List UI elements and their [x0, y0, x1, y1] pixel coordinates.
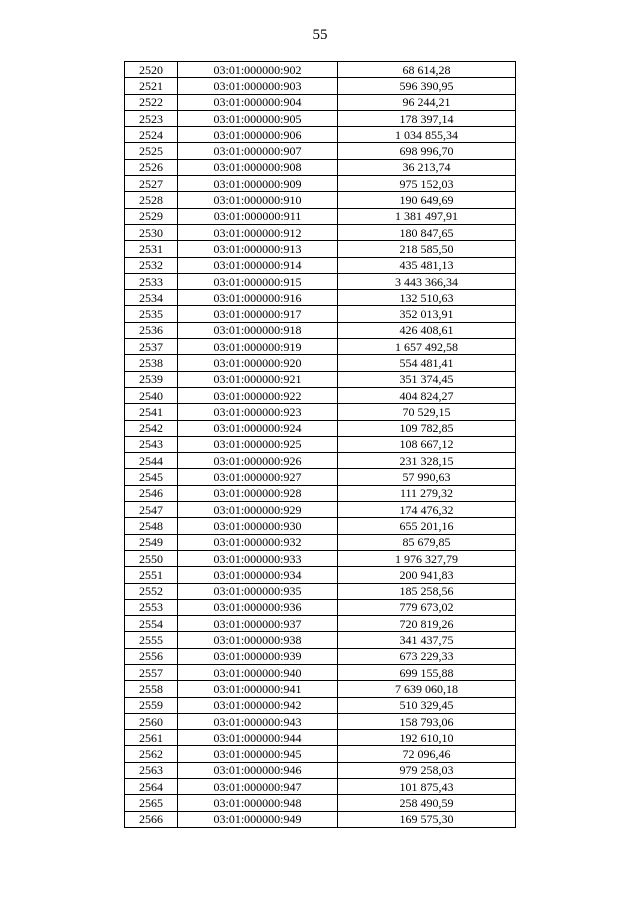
table-row [125, 192, 516, 208]
table-row [125, 697, 516, 713]
cadastral-number-cell: 03:01:000000:917 [178, 306, 338, 322]
row-number-cell: 2526 [125, 159, 178, 175]
table-row [125, 208, 516, 224]
table-row [125, 94, 516, 110]
row-number-cell: 2546 [125, 485, 178, 501]
cadastral-number-cell: 03:01:000000:905 [178, 110, 338, 126]
cadastral-value-table [124, 61, 516, 828]
table-row [125, 306, 516, 322]
cadastral-number-cell: 03:01:000000:927 [178, 469, 338, 485]
row-number-cell: 2527 [125, 176, 178, 192]
table-row [125, 176, 516, 192]
table-row [125, 518, 516, 534]
cadastral-number-cell: 03:01:000000:928 [178, 485, 338, 501]
cadastral-number-cell: 03:01:000000:938 [178, 632, 338, 648]
cadastral-number-cell: 03:01:000000:924 [178, 420, 338, 436]
cadastral-value-cell: 180 847,65 [338, 224, 516, 240]
table-row [125, 453, 516, 469]
cadastral-number-cell: 03:01:000000:933 [178, 550, 338, 566]
row-number-cell: 2549 [125, 534, 178, 550]
table-row [125, 127, 516, 143]
table-row [125, 110, 516, 126]
table-row [125, 746, 516, 762]
table-body [125, 62, 516, 828]
table-row [125, 143, 516, 159]
cadastral-value-cell: 258 490,59 [338, 795, 516, 811]
row-number-cell: 2535 [125, 306, 178, 322]
cadastral-number-cell: 03:01:000000:940 [178, 664, 338, 680]
cadastral-number-cell: 03:01:000000:909 [178, 176, 338, 192]
cadastral-value-cell: 101 875,43 [338, 779, 516, 795]
table-row [125, 811, 516, 827]
table-row [125, 241, 516, 257]
row-number-cell: 2528 [125, 192, 178, 208]
row-number-cell: 2559 [125, 697, 178, 713]
cadastral-value-cell: 1 976 327,79 [338, 550, 516, 566]
cadastral-number-cell: 03:01:000000:912 [178, 224, 338, 240]
cadastral-value-cell: 404 824,27 [338, 387, 516, 403]
table-row [125, 616, 516, 632]
row-number-cell: 2525 [125, 143, 178, 159]
cadastral-number-cell: 03:01:000000:948 [178, 795, 338, 811]
table-row [125, 355, 516, 371]
cadastral-value-cell: 169 575,30 [338, 811, 516, 827]
cadastral-number-cell: 03:01:000000:920 [178, 355, 338, 371]
row-number-cell: 2540 [125, 387, 178, 403]
cadastral-number-cell: 03:01:000000:915 [178, 273, 338, 289]
row-number-cell: 2543 [125, 436, 178, 452]
cadastral-number-cell: 03:01:000000:904 [178, 94, 338, 110]
cadastral-number-cell: 03:01:000000:914 [178, 257, 338, 273]
cadastral-value-cell: 1 381 497,91 [338, 208, 516, 224]
table-row [125, 502, 516, 518]
row-number-cell: 2551 [125, 567, 178, 583]
table-row [125, 339, 516, 355]
cadastral-value-cell: 96 244,21 [338, 94, 516, 110]
cadastral-value-cell: 341 437,75 [338, 632, 516, 648]
row-number-cell: 2533 [125, 273, 178, 289]
table-row [125, 469, 516, 485]
row-number-cell: 2547 [125, 502, 178, 518]
cadastral-number-cell: 03:01:000000:913 [178, 241, 338, 257]
row-number-cell: 2544 [125, 453, 178, 469]
row-number-cell: 2562 [125, 746, 178, 762]
cadastral-number-cell: 03:01:000000:925 [178, 436, 338, 452]
cadastral-value-cell: 979 258,03 [338, 762, 516, 778]
cadastral-number-cell: 03:01:000000:930 [178, 518, 338, 534]
cadastral-value-cell: 699 155,88 [338, 664, 516, 680]
cadastral-number-cell: 03:01:000000:949 [178, 811, 338, 827]
cadastral-value-cell: 673 229,33 [338, 648, 516, 664]
cadastral-value-cell: 174 476,32 [338, 502, 516, 518]
row-number-cell: 2529 [125, 208, 178, 224]
cadastral-value-cell: 231 328,15 [338, 453, 516, 469]
table-row [125, 648, 516, 664]
row-number-cell: 2566 [125, 811, 178, 827]
table-row [125, 290, 516, 306]
cadastral-number-cell: 03:01:000000:943 [178, 713, 338, 729]
row-number-cell: 2538 [125, 355, 178, 371]
row-number-cell: 2541 [125, 404, 178, 420]
row-number-cell: 2560 [125, 713, 178, 729]
cadastral-value-cell: 720 819,26 [338, 616, 516, 632]
table-row [125, 583, 516, 599]
row-number-cell: 2521 [125, 78, 178, 94]
cadastral-number-cell: 03:01:000000:910 [178, 192, 338, 208]
table-row [125, 730, 516, 746]
table-row [125, 713, 516, 729]
cadastral-number-cell: 03:01:000000:911 [178, 208, 338, 224]
table-row [125, 404, 516, 420]
cadastral-value-cell: 85 679,85 [338, 534, 516, 550]
cadastral-value-cell: 68 614,28 [338, 62, 516, 78]
row-number-cell: 2520 [125, 62, 178, 78]
cadastral-value-cell: 1 034 855,34 [338, 127, 516, 143]
row-number-cell: 2548 [125, 518, 178, 534]
row-number-cell: 2555 [125, 632, 178, 648]
cadastral-number-cell: 03:01:000000:937 [178, 616, 338, 632]
cadastral-number-cell: 03:01:000000:918 [178, 322, 338, 338]
cadastral-number-cell: 03:01:000000:934 [178, 567, 338, 583]
cadastral-value-cell: 36 213,74 [338, 159, 516, 175]
cadastral-value-cell: 111 279,32 [338, 485, 516, 501]
cadastral-value-cell: 975 152,03 [338, 176, 516, 192]
cadastral-value-cell: 132 510,63 [338, 290, 516, 306]
row-number-cell: 2557 [125, 664, 178, 680]
table-row [125, 420, 516, 436]
table-row [125, 681, 516, 697]
table-row [125, 436, 516, 452]
cadastral-number-cell: 03:01:000000:908 [178, 159, 338, 175]
cadastral-number-cell: 03:01:000000:923 [178, 404, 338, 420]
table-row [125, 762, 516, 778]
cadastral-number-cell: 03:01:000000:916 [178, 290, 338, 306]
cadastral-number-cell: 03:01:000000:903 [178, 78, 338, 94]
row-number-cell: 2534 [125, 290, 178, 306]
row-number-cell: 2563 [125, 762, 178, 778]
cadastral-value-cell: 158 793,06 [338, 713, 516, 729]
row-number-cell: 2564 [125, 779, 178, 795]
row-number-cell: 2522 [125, 94, 178, 110]
cadastral-number-cell: 03:01:000000:922 [178, 387, 338, 403]
row-number-cell: 2550 [125, 550, 178, 566]
cadastral-value-cell: 510 329,45 [338, 697, 516, 713]
cadastral-value-cell: 351 374,45 [338, 371, 516, 387]
row-number-cell: 2531 [125, 241, 178, 257]
row-number-cell: 2556 [125, 648, 178, 664]
row-number-cell: 2532 [125, 257, 178, 273]
table-row [125, 62, 516, 78]
table-row [125, 322, 516, 338]
cadastral-value-cell: 554 481,41 [338, 355, 516, 371]
row-number-cell: 2561 [125, 730, 178, 746]
table-row [125, 795, 516, 811]
cadastral-number-cell: 03:01:000000:921 [178, 371, 338, 387]
cadastral-value-cell: 779 673,02 [338, 599, 516, 615]
cadastral-value-cell: 352 013,91 [338, 306, 516, 322]
cadastral-number-cell: 03:01:000000:935 [178, 583, 338, 599]
cadastral-value-cell: 108 667,12 [338, 436, 516, 452]
cadastral-value-cell: 655 201,16 [338, 518, 516, 534]
cadastral-number-cell: 03:01:000000:907 [178, 143, 338, 159]
cadastral-value-cell: 192 610,10 [338, 730, 516, 746]
cadastral-value-cell: 1 657 492,58 [338, 339, 516, 355]
cadastral-value-cell: 72 096,46 [338, 746, 516, 762]
row-number-cell: 2539 [125, 371, 178, 387]
cadastral-value-cell: 200 941,83 [338, 567, 516, 583]
table-row [125, 599, 516, 615]
row-number-cell: 2545 [125, 469, 178, 485]
table-row [125, 632, 516, 648]
cadastral-value-cell: 698 996,70 [338, 143, 516, 159]
cadastral-number-cell: 03:01:000000:946 [178, 762, 338, 778]
cadastral-value-cell: 596 390,95 [338, 78, 516, 94]
cadastral-value-cell: 7 639 060,18 [338, 681, 516, 697]
row-number-cell: 2565 [125, 795, 178, 811]
row-number-cell: 2524 [125, 127, 178, 143]
table-row [125, 78, 516, 94]
table-row [125, 371, 516, 387]
cadastral-number-cell: 03:01:000000:941 [178, 681, 338, 697]
row-number-cell: 2558 [125, 681, 178, 697]
cadastral-number-cell: 03:01:000000:942 [178, 697, 338, 713]
cadastral-value-cell: 109 782,85 [338, 420, 516, 436]
table-row [125, 257, 516, 273]
cadastral-number-cell: 03:01:000000:932 [178, 534, 338, 550]
cadastral-value-cell: 70 529,15 [338, 404, 516, 420]
cadastral-number-cell: 03:01:000000:919 [178, 339, 338, 355]
page-number: 55 [312, 27, 328, 43]
row-number-cell: 2530 [125, 224, 178, 240]
cadastral-value-cell: 190 649,69 [338, 192, 516, 208]
cadastral-value-cell: 3 443 366,34 [338, 273, 516, 289]
cadastral-number-cell: 03:01:000000:936 [178, 599, 338, 615]
cadastral-number-cell: 03:01:000000:906 [178, 127, 338, 143]
cadastral-number-cell: 03:01:000000:929 [178, 502, 338, 518]
cadastral-value-cell: 185 258,56 [338, 583, 516, 599]
cadastral-value-cell: 218 585,50 [338, 241, 516, 257]
table-row [125, 779, 516, 795]
cadastral-number-cell: 03:01:000000:945 [178, 746, 338, 762]
table-row [125, 567, 516, 583]
cadastral-value-cell: 435 481,13 [338, 257, 516, 273]
row-number-cell: 2542 [125, 420, 178, 436]
cadastral-number-cell: 03:01:000000:944 [178, 730, 338, 746]
table-row [125, 664, 516, 680]
table-row [125, 534, 516, 550]
table-row [125, 224, 516, 240]
table-row [125, 550, 516, 566]
cadastral-value-cell: 178 397,14 [338, 110, 516, 126]
table-row [125, 159, 516, 175]
row-number-cell: 2552 [125, 583, 178, 599]
row-number-cell: 2537 [125, 339, 178, 355]
table-row [125, 387, 516, 403]
row-number-cell: 2523 [125, 110, 178, 126]
cadastral-value-cell: 426 408,61 [338, 322, 516, 338]
cadastral-value-cell: 57 990,63 [338, 469, 516, 485]
cadastral-number-cell: 03:01:000000:947 [178, 779, 338, 795]
cadastral-number-cell: 03:01:000000:926 [178, 453, 338, 469]
cadastral-number-cell: 03:01:000000:939 [178, 648, 338, 664]
row-number-cell: 2553 [125, 599, 178, 615]
cadastral-number-cell: 03:01:000000:902 [178, 62, 338, 78]
table-row [125, 273, 516, 289]
row-number-cell: 2554 [125, 616, 178, 632]
table-row [125, 485, 516, 501]
row-number-cell: 2536 [125, 322, 178, 338]
